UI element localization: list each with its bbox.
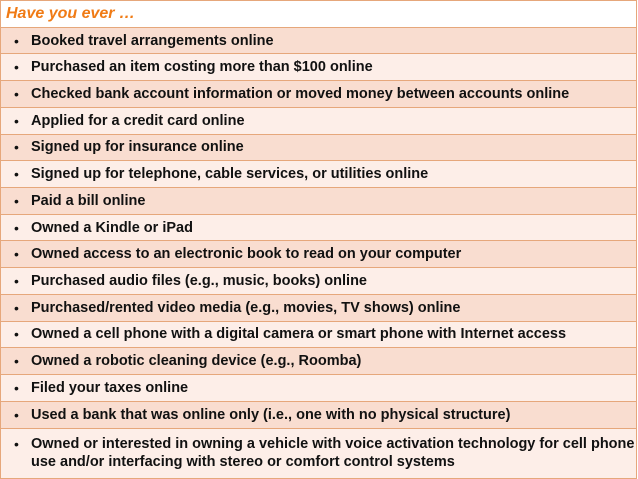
bullet-icon: • <box>14 326 19 343</box>
table-row <box>1 161 637 188</box>
table-row <box>1 321 637 348</box>
bullet-icon: • <box>14 436 19 453</box>
list-item: Owned or interested in owning a vehicle with voice activation technology for cell phone use and/or interfacing with stereo or comfort control systems <box>31 436 635 471</box>
header-row <box>1 1 637 28</box>
table-row <box>1 294 637 321</box>
bullet-icon: • <box>14 139 19 156</box>
bullet-icon: • <box>14 166 19 183</box>
list-item: Booked travel arrangements online <box>31 32 274 49</box>
list-item: Purchased an item costing more than $100 online <box>31 59 373 76</box>
table-row <box>1 134 637 161</box>
list-item: Applied for a credit card online <box>31 112 245 129</box>
table-row <box>1 107 637 134</box>
list-item: Purchased/rented video media (e.g., movies, TV shows) online <box>31 299 461 316</box>
list-item: Filed your taxes online <box>31 379 189 396</box>
header-title: Have you ever … <box>1 1 637 28</box>
table-row <box>1 428 637 479</box>
table-row <box>1 188 637 215</box>
table-row <box>1 27 637 54</box>
bullet-icon: • <box>14 273 19 290</box>
list-item: Owned a cell phone with a digital camera or smart phone with Internet access <box>31 326 567 343</box>
bullet-icon: • <box>14 299 19 316</box>
table-row <box>1 214 637 241</box>
list-item: Signed up for telephone, cable services, or utilities online <box>31 166 429 183</box>
list-item: Purchased audio files (e.g., music, books) online <box>31 273 367 290</box>
bullet-icon: • <box>14 112 19 129</box>
table-row <box>1 401 637 428</box>
list-item: Owned a robotic cleaning device (e.g., Roomba) <box>31 353 362 370</box>
bullet-icon: • <box>14 192 19 209</box>
table-row <box>1 268 637 295</box>
bullet-icon: • <box>14 379 19 396</box>
table-row <box>1 241 637 268</box>
table-row <box>1 348 637 375</box>
list-item: Owned access to an electronic book to read on your computer <box>31 246 462 263</box>
list-item: Paid a bill online <box>31 192 146 209</box>
list-item: Signed up for insurance online <box>31 139 244 156</box>
table-row <box>1 375 637 402</box>
table-row <box>1 54 637 81</box>
bullet-icon: • <box>14 32 19 49</box>
table-row <box>1 81 637 108</box>
bullet-icon: • <box>14 406 19 423</box>
bullet-icon: • <box>14 59 19 76</box>
bullet-icon: • <box>14 353 19 370</box>
list-item: Owned a Kindle or iPad <box>31 219 193 236</box>
bullet-icon: • <box>14 86 19 103</box>
bullet-icon: • <box>14 246 19 263</box>
bullet-icon: • <box>14 219 19 236</box>
list-item: Used a bank that was online only (i.e., one with no physical structure) <box>31 406 511 423</box>
list-item: Checked bank account information or moved money between accounts online <box>31 86 570 103</box>
